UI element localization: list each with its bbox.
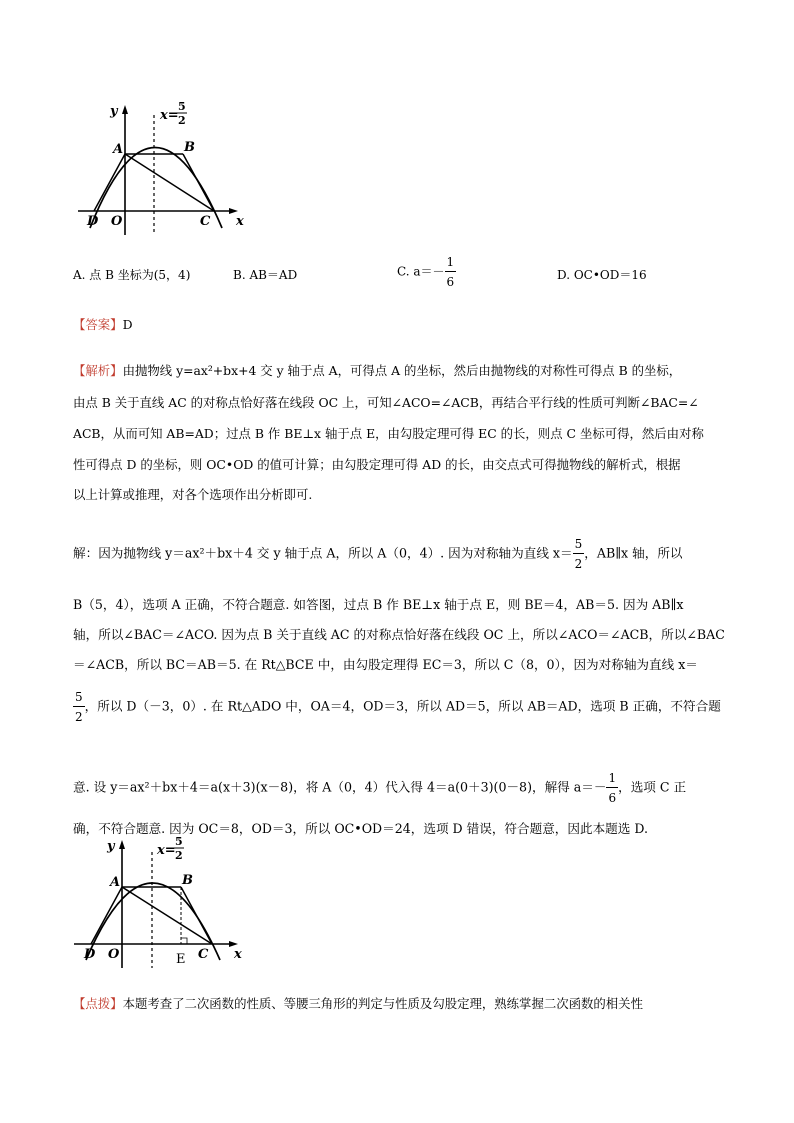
segment-ad-2: [91, 887, 122, 944]
label-b-2: B: [182, 873, 193, 888]
option-c-den: 6: [446, 275, 455, 289]
tip-line: [73, 994, 643, 1013]
solution-text-6b: ，选项 C 正: [618, 779, 687, 795]
analysis-line-4: 性可得点 D 的坐标，则 OC•OD 的值可计算；由勾股定理可得 AD 的长，由交点式可得抛物线的解析式，根据: [73, 457, 681, 472]
segment-ad: [94, 154, 125, 211]
label-e: E: [176, 952, 186, 967]
label-b: B: [184, 140, 195, 155]
option-c-num: 1: [445, 256, 457, 272]
option-a: A. 点 B 坐标为(5，4): [73, 268, 191, 282]
option-c-fraction: [445, 256, 457, 288]
solution-line-4: ＝∠ACB，所以 BC＝AB＝5. 在 Rt△BCE 中，由勾股定理得 EC＝3，所以 C（8，0），因为对称轴为直线 x＝: [73, 657, 698, 672]
solution-fraction-1: [573, 538, 585, 570]
label-y-2: y: [107, 839, 115, 854]
axis-eq-num: 5: [178, 100, 186, 113]
label-a: A: [113, 142, 124, 157]
label-x: x: [236, 214, 244, 229]
analysis-line-1: [73, 361, 681, 380]
segment-ac-2: [122, 887, 212, 944]
option-c-prefix: C. a＝－: [397, 264, 445, 279]
option-c: [397, 256, 456, 288]
solution-text-5: ，所以 D（－3，0）. 在 Rt△ADO 中，OA＝4，OD＝3，所以 AD＝5，所以 AB＝AD，选项 B 正确，不符合题: [84, 698, 721, 714]
option-b: B. AB＝AD: [233, 268, 298, 282]
analysis-text-1: 由抛物线 y=ax²+bx+4 交 y 轴于点 A，可得点 A 的坐标，然后由抛物线的对称性可得点 B 的坐标，: [122, 363, 682, 378]
tip-tag: 【点拨】: [73, 996, 123, 1011]
label-a-2: A: [110, 875, 121, 890]
answer-line: [73, 315, 133, 334]
label-d-2: D: [84, 947, 96, 962]
solution-fraction-3-num: 1: [606, 772, 618, 788]
solution-text-1a: 解：因为抛物线 y＝ax²＋bx＋4 交 y 轴于点 A，所以 A（0，4）. 因为对称轴为直线 x＝: [73, 545, 573, 561]
solution-fraction-1-num: 5: [573, 538, 585, 554]
parabola-figure-1: [70, 95, 250, 245]
solution-line-1: [73, 538, 683, 570]
analysis-line-5: 以上计算或推理，对各个选项作出分析即可.: [73, 487, 313, 502]
label-c-2: C: [198, 947, 209, 962]
label-y: y: [110, 104, 118, 119]
option-d: D. OC•OD＝16: [557, 268, 647, 282]
segment-bc: [183, 154, 214, 211]
axis-eq-den: 2: [178, 114, 186, 127]
axis-eq-den-2: 2: [175, 849, 183, 862]
label-d: D: [87, 214, 99, 229]
solution-fraction-2: [73, 691, 85, 723]
label-c: C: [200, 214, 211, 229]
right-angle-mark: [181, 938, 187, 944]
label-x-2: x: [234, 947, 242, 962]
parabola-figure-2: [70, 830, 250, 970]
solution-line-7: 确，不符合题意. 因为 OC＝8，OD＝3，所以 OC•OD＝24，选项 D 错误，符合题意，因此本题选 D.: [73, 821, 649, 836]
y-axis-arrow: [122, 105, 128, 114]
solution-line-5: [73, 691, 721, 723]
solution-line-6: [73, 772, 686, 804]
analysis-tag: 【解析】: [73, 363, 123, 378]
solution-fraction-3: [606, 772, 618, 804]
solution-fraction-2-num: 5: [73, 691, 85, 707]
solution-fraction-2-den: 2: [75, 710, 83, 724]
axis-eq-x-2: x=: [157, 843, 176, 858]
tip-text: 本题考查了二次函数的性质、等腰三角形的判定与性质及勾股定理，熟练掌握二次函数的相关性: [122, 996, 643, 1011]
label-o-2: O: [108, 947, 120, 962]
answer-tag: 【答案】: [73, 317, 123, 332]
analysis-line-3: ACB，从而可知 AB=AD；过点 B 作 BE⊥x 轴于点 E，由勾股定理可得 EC 的长，则点 C 坐标可得，然后由对称: [73, 426, 704, 441]
solution-text-6a: 意. 设 y＝ax²＋bx＋4＝a(x＋3)(x－8)，将 A（0，4）代入得 4＝a(0＋3)(0－8)，解得 a＝－: [73, 779, 607, 795]
analysis-line-2: 由点 B 关于直线 AC 的对称点恰好落在线段 OC 上，可知∠ACO=∠ACB，再结合平行线的性质可判断∠BAC=∠: [73, 395, 699, 410]
solution-line-2: B（5，4），选项 A 正确，不符合题意. 如答图，过点 B 作 BE⊥x 轴于点 E，则 BE＝4，AB＝5. 因为 AB∥x: [73, 597, 684, 612]
axis-eq-num-2: 5: [175, 835, 183, 848]
answer-value: D: [122, 317, 133, 332]
solution-fraction-3-den: 6: [608, 791, 617, 805]
segment-bc-2: [181, 887, 212, 944]
solution-text-1b: ，AB∥x 轴，所以: [584, 545, 683, 561]
label-o: O: [111, 214, 123, 229]
axis-eq-x: x=: [160, 108, 179, 123]
solution-fraction-1-den: 2: [574, 557, 583, 571]
y-axis-arrow-2: [119, 840, 125, 849]
solution-line-3: 轴，所以∠BAC＝∠ACO. 因为点 B 关于直线 AC 的对称点恰好落在线段 OC 上，所以∠ACO＝∠ACB，所以∠BAC: [73, 627, 725, 642]
segment-ac: [125, 154, 214, 211]
